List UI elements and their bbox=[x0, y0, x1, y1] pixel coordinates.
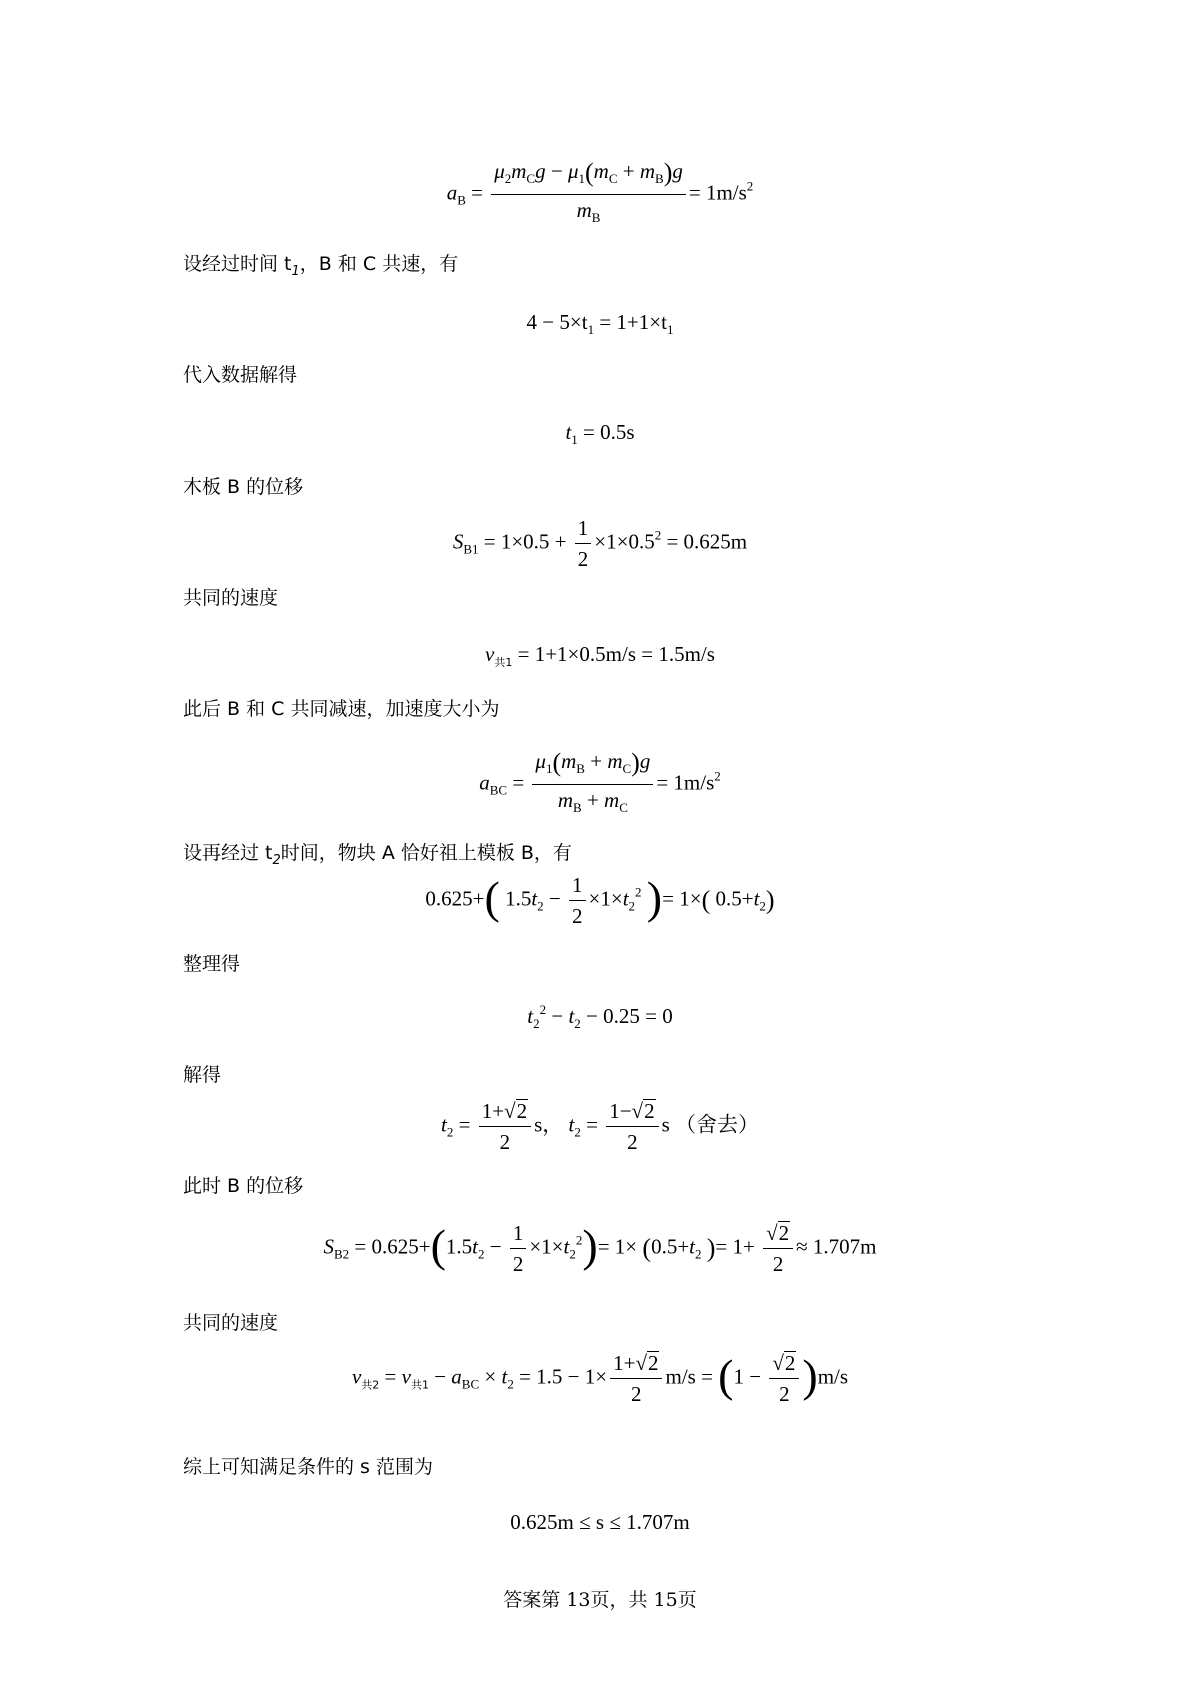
text-line-11: 综上可知满足条件的 s 范围为 bbox=[183, 1456, 433, 1478]
text-line-3: 木板 B 的位移 bbox=[183, 476, 304, 498]
text-line-8: 解得 bbox=[183, 1064, 222, 1086]
text-line-5: 此后 B 和 C 共同减速，加速度大小为 bbox=[183, 698, 500, 720]
equation-displacement-balance: 0.625+( $1.5t_2$ − $\frac{1}{2}$ $\times 1\times t_2^2$ )= 1×( $0.5+t_2$) bbox=[425, 871, 775, 928]
equation-sb1: $S_{B1} = 1\times 0.5$ + $\frac{1}{2}$ $\times 1\times 0.5^2 = 0.625m$ bbox=[452, 516, 748, 571]
page-footer: 答案第 13页，共 15页 bbox=[503, 1589, 697, 1611]
equation-v-common-1: $v_{共1} = 1+1\times 0.5m/s = 1.5m/s$ bbox=[485, 642, 715, 669]
text-line-10: 共同的速度 bbox=[183, 1312, 279, 1334]
equation-common-speed-condition: $4 - 5\times t_1 = 1+1\times t_1$ bbox=[526, 310, 674, 337]
text-line-9: 此时 B 的位移 bbox=[183, 1175, 304, 1197]
equation-quadratic: $t_2^2 - t_2 - 0.25 = 0$ bbox=[527, 1002, 673, 1031]
text-line-7: 整理得 bbox=[183, 953, 241, 975]
text-line-6: 设再经过 $t_2$时间，物块 A 恰好祖上模板 B，有 bbox=[183, 842, 572, 868]
equation-acceleration-bc: $a_{BC}$ = $\frac{\mu_1(m_B + m_C)g}{m_B + m_C}$ = $1m/s^2$ bbox=[479, 748, 721, 815]
text-line-4: 共同的速度 bbox=[183, 587, 279, 609]
equation-v-common-2: $v_{共2} = v_{共1} - a_{BC} \times t_2 = 1.5 - 1\times$ $\frac{1+√2}{2}$ m/s = (1 − $\frac{√2}{2}$ )m/s bbox=[351, 1349, 849, 1406]
equation-sb2: $S_{B2} = 0.625+(1.5t_2$ − $\frac{1}{2}$ $\times 1\times t_2^2)= 1\times (0.5+t_2$ )= 1+ $\frac{√2}{2}$ ≈ 1.707m bbox=[323, 1219, 877, 1276]
text-line-2: 代入数据解得 bbox=[183, 364, 298, 386]
equation-acceleration-b: $a_B$ = $\frac{\mu_2m_Cg - \mu_1(m_C + m_B)g}{m_B}$ = $1m/s^2$ bbox=[446, 158, 754, 225]
equation-s-range: 0.625m ≤ s ≤ 1.707m bbox=[510, 1510, 690, 1534]
equation-t2-solutions: $t_2$ = $\frac{1+√2}{2}$ s， $t_2$ = $\frac{1-√2}{2}$ s （舍去） bbox=[441, 1099, 759, 1154]
text-line-1: 设经过时间 $t_1$，B 和 C 共速，有 bbox=[183, 253, 459, 279]
equation-t1: $t_1 = 0.5s$ bbox=[565, 420, 635, 447]
